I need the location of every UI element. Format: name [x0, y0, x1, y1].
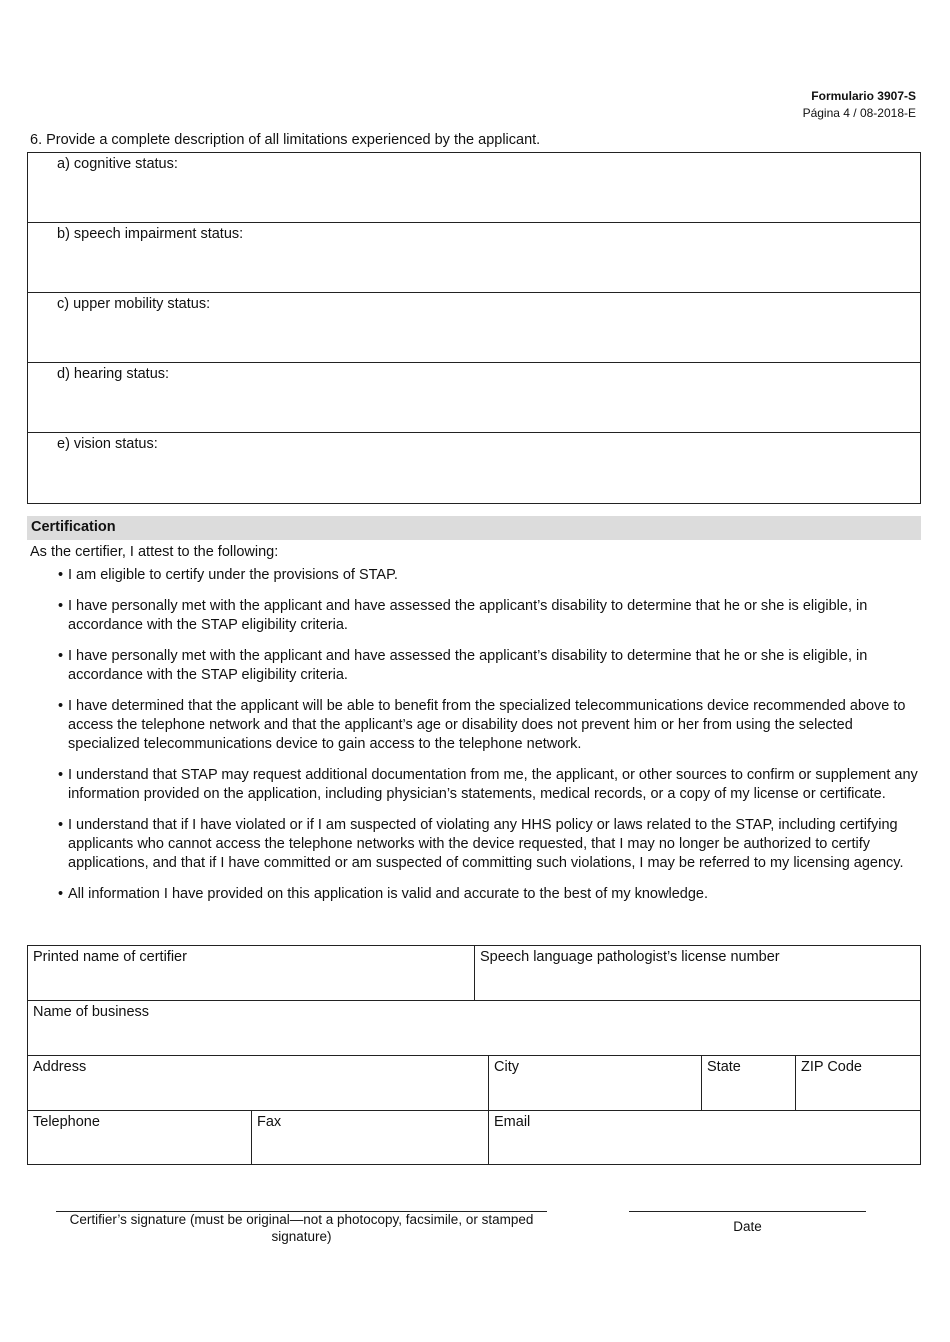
statement-item: • I have personally met with the applicant and have assessed the applicant’s disability to determine that he or she is eligible, in accordance with the STAP eligibility criteria.	[58, 597, 918, 635]
statement-item: • I am eligible to certify under the provisions of STAP.	[58, 566, 918, 585]
speech-impairment-status-field[interactable]	[28, 223, 920, 293]
upper-mobility-status-field[interactable]	[28, 293, 920, 363]
statement-item: • I have personally met with the applicant and have assessed the applicant’s disability to determine that he or she is eligible, in accordance with the STAP eligibility criteria.	[58, 647, 918, 685]
upper-mobility-status-label: c) upper mobility status:	[57, 296, 211, 312]
fax-label: Fax	[257, 1114, 282, 1130]
limitations-table	[27, 152, 921, 504]
city-field[interactable]	[489, 1056, 702, 1111]
speech-impairment-status-label: b) speech impairment status:	[57, 226, 244, 242]
email-field[interactable]	[489, 1111, 920, 1164]
statement-item: • All information I have provided on this application is valid and accurate to the best of my knowledge.	[58, 885, 918, 904]
telephone-label: Telephone	[33, 1114, 100, 1130]
cognitive-status-label: a) cognitive status:	[57, 156, 178, 172]
certifier-info-table	[27, 945, 921, 1165]
address-field[interactable]	[28, 1056, 489, 1111]
vision-status-label: e) vision status:	[57, 436, 158, 452]
statement-item: • I have determined that the applicant will be able to benefit from the specialized telecommunications device recommended above to access the telephone network and that the applicant’s age or disability does not prevent him or her from using the selected specialized telecommunications device to gain access to the telephone network.	[58, 697, 918, 754]
cognitive-status-field[interactable]	[28, 153, 920, 223]
statement-item: • I understand that if I have violated or if I am suspected of violating any HHS policy or laws related to the STAP, including certifying applicants who cannot access the telephone networks with the device requested, that I may no longer be authorized to certify applications, and that if I have committed or am suspected of committing such violations, I may be referred to my licensing agency.	[58, 816, 918, 873]
business-name-field[interactable]	[28, 1001, 920, 1056]
certification-intro: As the certifier, I attest to the following:	[30, 544, 279, 560]
email-label: Email	[494, 1114, 531, 1130]
page-info: Página 4 / 08-2018-E	[802, 106, 916, 120]
city-label: City	[494, 1059, 519, 1075]
question-6-prompt: 6. Provide a complete description of all limitations experienced by the applicant.	[30, 132, 541, 148]
hearing-status-field[interactable]	[28, 363, 920, 433]
certifier-signature-label: Certifier’s signature (must be original—not a photocopy, facsimile, or stamped signature)	[69, 1212, 534, 1244]
form-number: Formulario 3907-S	[811, 89, 916, 103]
date-label: Date	[733, 1219, 762, 1234]
license-number-field[interactable]	[475, 946, 920, 1001]
zip-code-field[interactable]	[796, 1056, 920, 1111]
zip-code-label: ZIP Code	[801, 1059, 862, 1075]
address-label: Address	[33, 1059, 87, 1075]
certification-statements	[58, 566, 918, 916]
printed-name-field[interactable]	[28, 946, 475, 1001]
hearing-status-label: d) hearing status:	[57, 366, 170, 382]
telephone-field[interactable]	[28, 1111, 252, 1164]
state-label: State	[707, 1059, 741, 1075]
fax-field[interactable]	[252, 1111, 489, 1164]
state-field[interactable]	[702, 1056, 796, 1111]
form-header	[803, 88, 916, 122]
vision-status-field[interactable]	[28, 433, 920, 503]
certification-heading: Certification	[27, 516, 921, 540]
date-line[interactable]	[629, 1211, 866, 1212]
license-number-label: Speech language pathologist’s license number	[480, 949, 780, 965]
business-name-label: Name of business	[33, 1004, 150, 1020]
printed-name-label: Printed name of certifier	[33, 949, 187, 965]
statement-item: • I understand that STAP may request additional documentation from me, the applicant, or other sources to confirm or supplement any information provided on the application, including physician’s statements, medical records, or a copy of my license or certificate.	[58, 766, 918, 804]
